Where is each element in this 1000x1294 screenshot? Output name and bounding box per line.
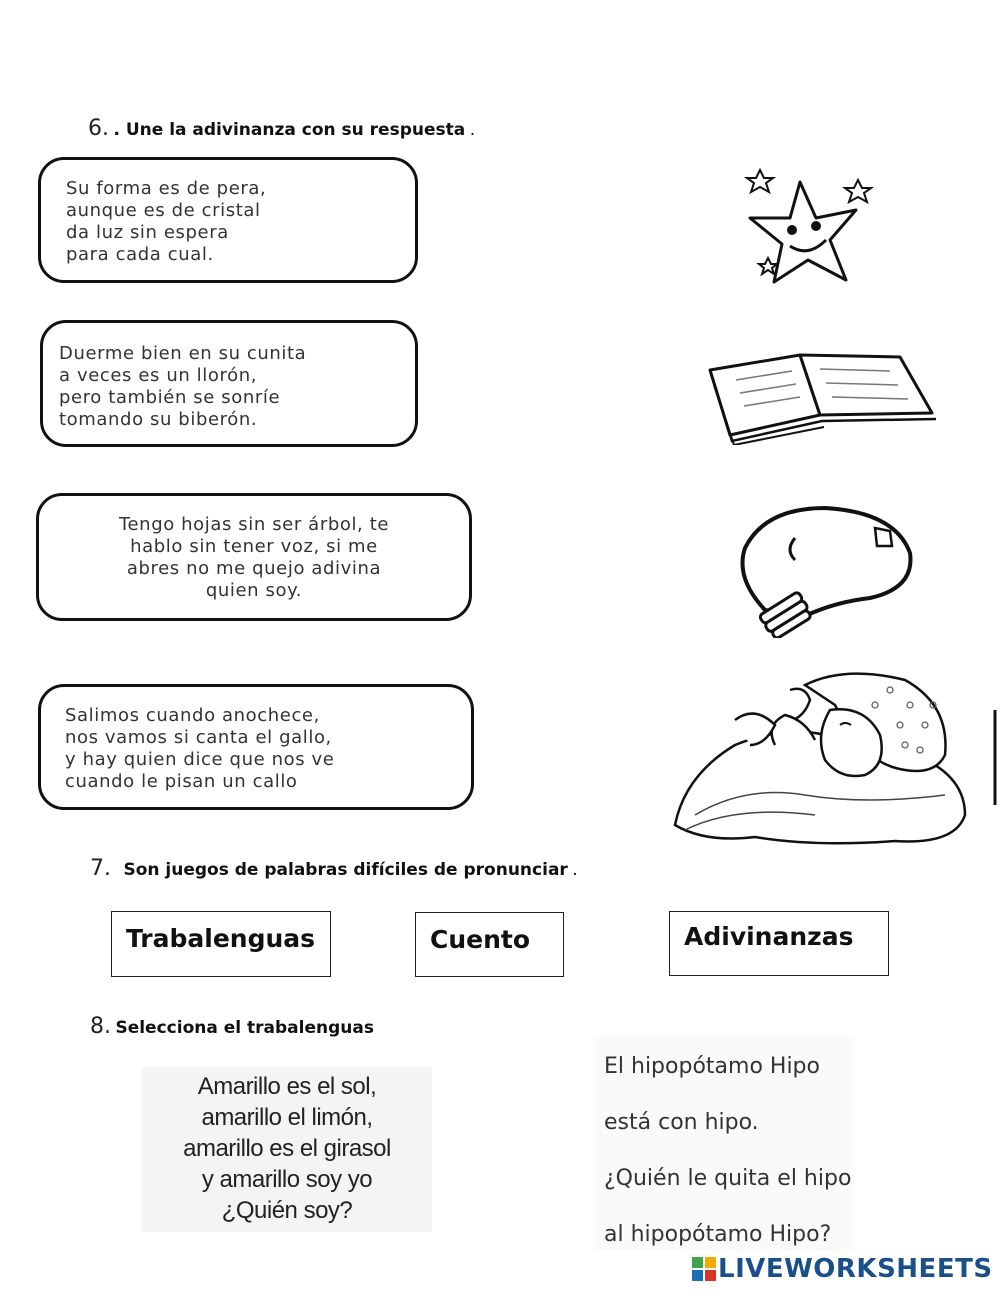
option-b-line: ¿Quién le quita el hipo	[604, 1166, 852, 1191]
small-star-icon	[759, 258, 777, 274]
q6-prefix: .	[113, 120, 126, 140]
riddle-2-line: a veces es un llorón,	[59, 365, 258, 386]
option-b-line: está con hipo.	[604, 1110, 759, 1135]
star-picture[interactable]	[730, 160, 910, 305]
liveworksheets-logo	[692, 1254, 993, 1284]
riddle-3-line: quien soy.	[205, 580, 303, 601]
riddle-card-2[interactable]	[40, 320, 418, 447]
brand-text: LIVEWORKSHEETS	[718, 1254, 993, 1284]
q7-suffix: .	[572, 860, 578, 880]
liveworksheets-icon	[692, 1257, 716, 1281]
option-adivinanzas[interactable]: Adivinanzas	[669, 911, 889, 976]
option-trabalenguas[interactable]: Trabalenguas	[111, 911, 331, 977]
riddle-1-line: Su forma es de pera,	[66, 178, 267, 199]
q7-number: 7.	[90, 856, 111, 881]
riddle-4-line: cuando le pisan un callo	[65, 771, 298, 792]
riddle-2-line: tomando su biberón.	[59, 409, 258, 430]
q6-suffix: .	[469, 120, 476, 140]
q6-heading	[88, 116, 475, 141]
lightbulb-picture[interactable]	[725, 498, 925, 638]
option-b-line: El hipopótamo Hipo	[604, 1054, 820, 1079]
riddle-3-line: Tengo hojas sin ser árbol, te	[118, 514, 390, 535]
book-picture[interactable]	[700, 345, 940, 445]
tongue-twister-option-b[interactable]	[593, 1035, 855, 1250]
riddle-1-line: para cada cual.	[66, 244, 214, 265]
q8-text: Selecciona el trabalenguas	[115, 1018, 374, 1038]
tongue-twister-option-a[interactable]	[142, 1067, 432, 1232]
riddle-card-1[interactable]	[38, 157, 418, 283]
q6-number: 6.	[88, 116, 109, 141]
q7-heading	[90, 856, 578, 881]
baby-picture[interactable]	[665, 665, 1000, 850]
riddle-4-line: Salimos cuando anochece,	[65, 705, 320, 726]
riddle-1-line: aunque es de cristal	[66, 200, 261, 221]
option-b-line: al hipopótamo Hipo?	[604, 1222, 832, 1247]
riddle-1-line: da luz sin espera	[66, 222, 229, 243]
option-a-line: amarillo es el girasol	[183, 1135, 391, 1162]
small-star-icon	[845, 180, 871, 202]
q8-heading	[90, 1014, 374, 1039]
option-a-line: amarillo el limón,	[201, 1104, 373, 1131]
small-star-icon	[747, 170, 773, 192]
riddle-3-line: abres no me quejo adivina	[126, 558, 382, 579]
q7-text: Son juegos de palabras difíciles de pronunciar	[123, 860, 568, 880]
q6-text: Une la adivinanza con su respuesta	[125, 120, 466, 140]
riddle-card-3[interactable]	[36, 493, 472, 621]
riddle-2-line: Duerme bien en su cunita	[59, 343, 307, 364]
riddle-2-line: pero también se sonríe	[59, 387, 281, 408]
option-a-line: ¿Quién soy?	[221, 1197, 353, 1224]
option-a-line: y amarillo soy yo	[201, 1166, 373, 1193]
option-a-line: Amarillo es el sol,	[197, 1073, 377, 1100]
riddle-4-line: y hay quien dice que nos ve	[65, 749, 335, 770]
option-cuento[interactable]: Cuento	[415, 912, 564, 977]
riddle-card-4[interactable]	[38, 684, 474, 810]
riddle-3-line: hablo sin tener voz, si me	[130, 536, 378, 557]
q8-number: 8.	[90, 1014, 111, 1039]
riddle-4-line: nos vamos si canta el gallo,	[65, 727, 332, 748]
